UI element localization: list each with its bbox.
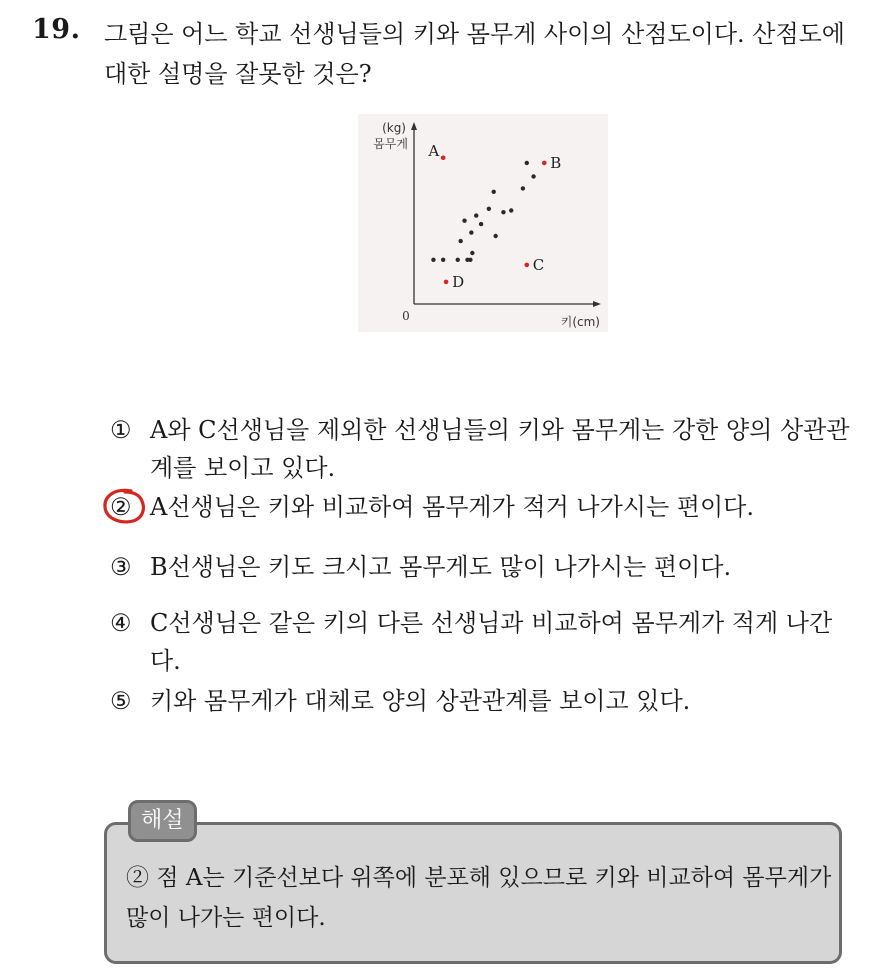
explanation-text: ② 점 A는 기준선보다 위쪽에 분포해 있으므로 키와 비교하여 몸무게가 많이 나가는 편이다. [126,865,832,931]
data-point [468,258,472,262]
data-point [469,230,473,234]
data-point [531,174,535,178]
labeled-point-b [542,161,547,166]
data-point [479,222,483,226]
data-point [493,234,497,238]
data-point [492,190,496,194]
choice-number: ③ [110,553,132,581]
data-point [431,258,435,262]
data-point [470,251,474,255]
data-point [458,239,462,243]
point-label-c: C [532,255,545,274]
data-point [462,219,466,223]
y-axis-label: 몸무게 [373,137,408,151]
choice-text: 키와 몸무게가 대체로 양의 상관관계를 보이고 있다. [150,687,691,715]
y-axis-unit: (kg) [382,121,406,135]
data-point [521,186,525,190]
point-label-a: A [428,141,440,160]
question-text: 그림은 어느 학교 선생님들의 키와 몸무게 사이의 산점도이다. 산점도에 대한 설명을 잘못한 것은? [104,20,845,88]
data-point [525,161,529,165]
data-point [501,210,505,214]
data-point [509,208,513,212]
data-point [474,213,478,217]
choice-text: A선생님은 키와 비교하여 몸무게가 적거 나가시는 편이다. [150,493,754,521]
choice-text: A와 C선생님을 제외한 선생님들의 키와 몸무게는 강한 양의 상관관계를 보이고 있다. [150,416,850,482]
data-point [487,207,491,211]
origin-label: 0 [402,309,410,323]
data-point [441,258,445,262]
point-label-b: B [550,153,562,172]
labeled-point-a [441,156,446,161]
choice-number: ⑤ [110,687,132,715]
scatter-plot [358,114,608,332]
choice-number: ② [110,493,132,521]
choice-number: ④ [110,609,132,637]
data-point [456,258,460,262]
choice-number: ① [110,416,132,444]
choice-text: C선생님은 같은 키의 다른 선생님과 비교하여 몸무게가 적게 나간다. [150,609,833,675]
question-number: 19. [32,14,81,45]
point-label-d: D [452,272,465,291]
choice-3[interactable] [110,548,850,586]
labeled-point-d [444,280,449,285]
choice-5[interactable] [110,682,850,720]
choice-1[interactable] [110,411,850,487]
choice-text: B선생님은 키도 크시고 몸무게도 많이 나가시는 편이다. [150,553,732,581]
choice-2[interactable] [110,488,850,526]
choice-4[interactable] [110,604,850,680]
x-axis-label: 키(cm) [560,315,600,329]
labeled-point-c [524,263,529,268]
explanation-tag: 해설 [128,800,197,842]
